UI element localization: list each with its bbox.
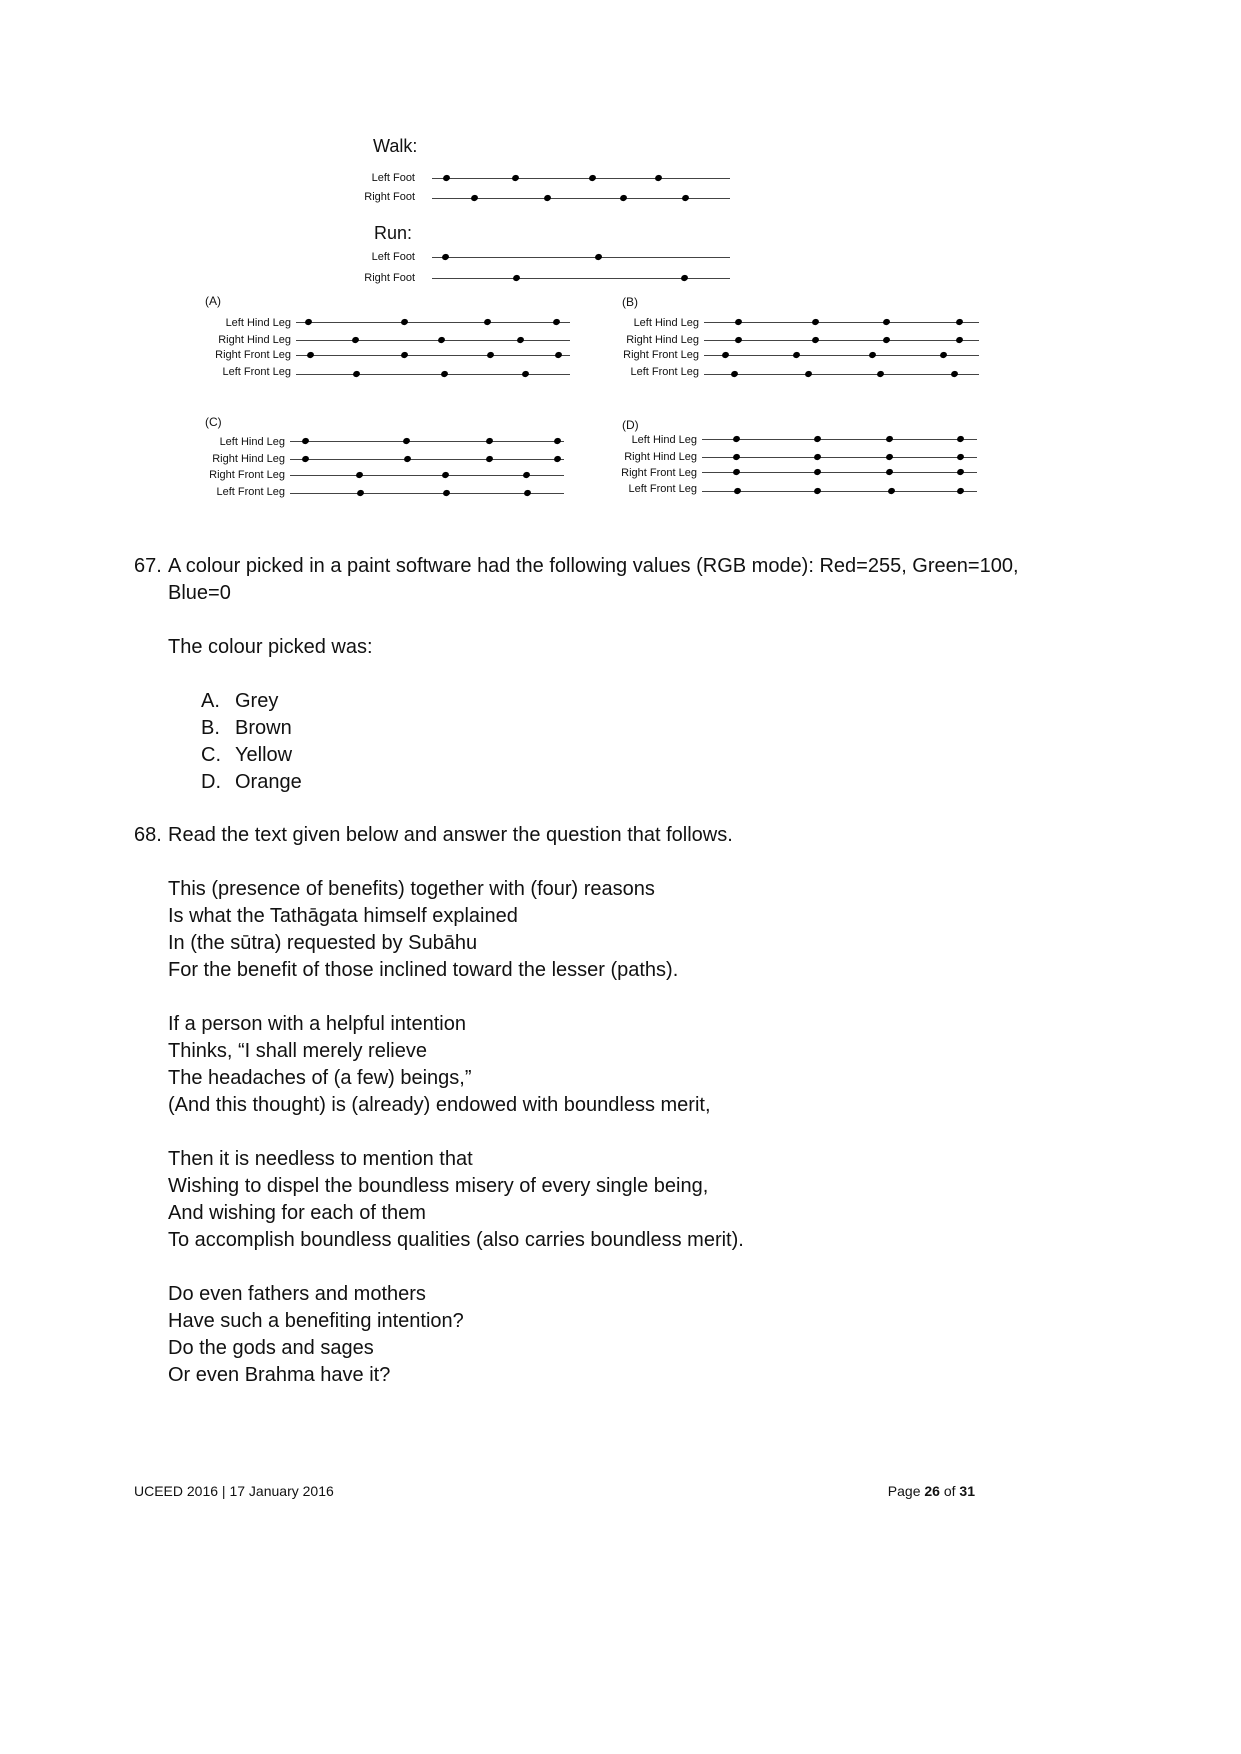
run-left-foot-label: Left Foot	[371, 251, 415, 263]
leg-label: Left Front Leg	[216, 486, 285, 498]
footfall-dot	[553, 437, 562, 445]
option-letter: D.	[201, 771, 221, 793]
footfall-dot	[304, 318, 313, 326]
leg-track	[704, 374, 979, 375]
footfall-dot	[552, 318, 561, 326]
leg-label: Left Hind Leg	[225, 317, 291, 329]
footfall-dot	[356, 489, 365, 497]
footfall-dot	[437, 336, 446, 344]
footfall-dot	[442, 489, 451, 497]
footfall-dot	[885, 453, 894, 461]
verse-line: Is what the Tathāgata himself explained	[168, 905, 518, 927]
verse-line: Or even Brahma have it?	[168, 1364, 391, 1386]
leg-label: Left Front Leg	[628, 483, 697, 495]
option-letter: B.	[201, 717, 220, 739]
footfall-dot	[811, 336, 820, 344]
footfall-dot	[732, 435, 741, 443]
verse-line: Do the gods and sages	[168, 1337, 374, 1359]
leg-label: Left Hind Leg	[631, 434, 697, 446]
footfall-dot	[680, 274, 689, 282]
footfall-dot	[721, 351, 730, 359]
footfall-dot	[485, 455, 494, 463]
leg-label: Left Front Leg	[222, 366, 291, 378]
footfall-dot	[882, 318, 891, 326]
option-a-label: (A)	[205, 294, 221, 308]
footfall-dot	[355, 471, 364, 479]
verse-line: Thinks, “I shall merely relieve	[168, 1040, 427, 1062]
leg-track	[290, 441, 564, 442]
leg-track	[704, 355, 979, 356]
leg-track	[702, 472, 977, 473]
footfall-dot	[483, 318, 492, 326]
footfall-dot	[654, 174, 663, 182]
verse-line: The headaches of (a few) beings,”	[168, 1067, 472, 1089]
run-left-foot-track	[432, 257, 730, 258]
footfall-dot	[939, 351, 948, 359]
question-text-continued: Blue=0	[168, 582, 231, 604]
footfall-dot	[681, 194, 690, 202]
footfall-dot	[882, 336, 891, 344]
verse-line: Wishing to dispel the boundless misery of every single being,	[168, 1175, 709, 1197]
footfall-dot	[594, 253, 603, 261]
leg-track	[704, 322, 979, 323]
leg-track	[290, 459, 564, 460]
verse-line: And wishing for each of them	[168, 1202, 426, 1224]
leg-label: Right Front Leg	[209, 469, 285, 481]
footfall-dot	[470, 194, 479, 202]
footfall-dot	[732, 453, 741, 461]
footfall-dot	[955, 318, 964, 326]
leg-track	[702, 439, 977, 440]
leg-label: Left Front Leg	[630, 366, 699, 378]
footfall-dot	[732, 468, 741, 476]
leg-track	[702, 491, 977, 492]
footfall-dot	[730, 370, 739, 378]
option-d-label: (D)	[622, 418, 639, 432]
verse-line: To accomplish boundless qualities (also carries boundless merit).	[168, 1229, 744, 1251]
leg-label: Left Hind Leg	[219, 436, 285, 448]
footfall-dot	[402, 437, 411, 445]
footfall-dot	[440, 370, 449, 378]
verse-line: Do even fathers and mothers	[168, 1283, 426, 1305]
leg-track	[296, 322, 570, 323]
page-prefix: Page	[887, 1483, 921, 1499]
verse-line: For the benefit of those inclined toward the lesser (paths).	[168, 959, 679, 981]
option-text: Orange	[235, 771, 302, 793]
footfall-dot	[734, 336, 743, 344]
option-b-label: (B)	[622, 295, 638, 309]
leg-track	[704, 340, 979, 341]
leg-label: Right Front Leg	[215, 349, 291, 361]
leg-track	[296, 340, 570, 341]
question-number: 68.	[134, 824, 162, 846]
footfall-dot	[588, 174, 597, 182]
footfall-dot	[523, 489, 532, 497]
footfall-dot	[554, 351, 563, 359]
footfall-dot	[885, 468, 894, 476]
footfall-dot	[813, 435, 822, 443]
footfall-dot	[516, 336, 525, 344]
footfall-dot	[553, 455, 562, 463]
footfall-dot	[543, 194, 552, 202]
footfall-dot	[301, 437, 310, 445]
footfall-dot	[956, 468, 965, 476]
page-total: 31	[959, 1483, 975, 1499]
footfall-dot	[804, 370, 813, 378]
footfall-dot	[734, 318, 743, 326]
footfall-dot	[792, 351, 801, 359]
leg-label: Right Front Leg	[623, 349, 699, 361]
walk-left-foot-label: Left Foot	[371, 172, 415, 184]
leg-label: Right Front Leg	[621, 467, 697, 479]
footfall-dot	[301, 455, 310, 463]
option-text: Brown	[235, 717, 292, 739]
leg-label: Right Hind Leg	[624, 451, 697, 463]
leg-track	[702, 457, 977, 458]
footfall-dot	[956, 435, 965, 443]
verse-line: This (presence of benefits) together with (four) reasons	[168, 878, 655, 900]
footfall-dot	[811, 318, 820, 326]
question-text: Read the text given below and answer the question that follows.	[168, 824, 733, 846]
footfall-dot	[521, 370, 530, 378]
leg-track	[296, 355, 570, 356]
question-prompt: The colour picked was:	[168, 636, 373, 658]
question-text: A colour picked in a paint software had the following values (RGB mode): Red=255, Green=100,	[168, 555, 1019, 577]
footfall-dot	[813, 487, 822, 495]
footfall-dot	[403, 455, 412, 463]
footfall-dot	[485, 437, 494, 445]
page-of: of	[943, 1483, 956, 1499]
footfall-dot	[512, 274, 521, 282]
footfall-dot	[956, 487, 965, 495]
footfall-dot	[486, 351, 495, 359]
walk-title: Walk:	[373, 136, 418, 156]
footfall-dot	[351, 336, 360, 344]
page-current: 26	[924, 1483, 940, 1499]
verse-line: Then it is needless to mention that	[168, 1148, 473, 1170]
option-text: Grey	[235, 690, 279, 712]
footfall-dot	[956, 453, 965, 461]
footfall-dot	[813, 453, 822, 461]
footfall-dot	[511, 174, 520, 182]
footfall-dot	[522, 471, 531, 479]
leg-label: Left Hind Leg	[633, 317, 699, 329]
option-letter: C.	[201, 744, 221, 766]
run-title: Run:	[374, 223, 413, 243]
footfall-dot	[441, 471, 450, 479]
footfall-dot	[733, 487, 742, 495]
footfall-dot	[885, 435, 894, 443]
footer-exam-info: UCEED 2016 | 17 January 2016	[134, 1483, 334, 1499]
run-right-foot-label: Right Foot	[364, 272, 415, 284]
footfall-dot	[306, 351, 315, 359]
option-text: Yellow	[235, 744, 293, 766]
footfall-dot	[352, 370, 361, 378]
question-number: 67.	[134, 555, 162, 577]
footfall-dot	[441, 253, 450, 261]
footfall-dot	[442, 174, 451, 182]
footfall-dot	[400, 351, 409, 359]
leg-label: Right Hind Leg	[212, 453, 285, 465]
footfall-dot	[950, 370, 959, 378]
leg-label: Right Hind Leg	[218, 334, 291, 346]
walk-right-foot-label: Right Foot	[364, 191, 415, 203]
page-number	[888, 1483, 975, 1499]
verse-line: (And this thought) is (already) endowed with boundless merit,	[168, 1094, 711, 1116]
footfall-dot	[400, 318, 409, 326]
footfall-dot	[868, 351, 877, 359]
leg-label: Right Hind Leg	[626, 334, 699, 346]
footfall-dot	[813, 468, 822, 476]
footfall-dot	[876, 370, 885, 378]
option-letter: A.	[201, 690, 220, 712]
verse-line: In (the sūtra) requested by Subāhu	[168, 932, 478, 954]
walk-left-foot-track	[432, 178, 730, 179]
verse-line: If a person with a helpful intention	[168, 1013, 466, 1035]
footfall-dot	[619, 194, 628, 202]
verse-line: Have such a benefiting intention?	[168, 1310, 464, 1332]
footfall-dot	[887, 487, 896, 495]
footfall-dot	[955, 336, 964, 344]
option-c-label: (C)	[205, 415, 222, 429]
